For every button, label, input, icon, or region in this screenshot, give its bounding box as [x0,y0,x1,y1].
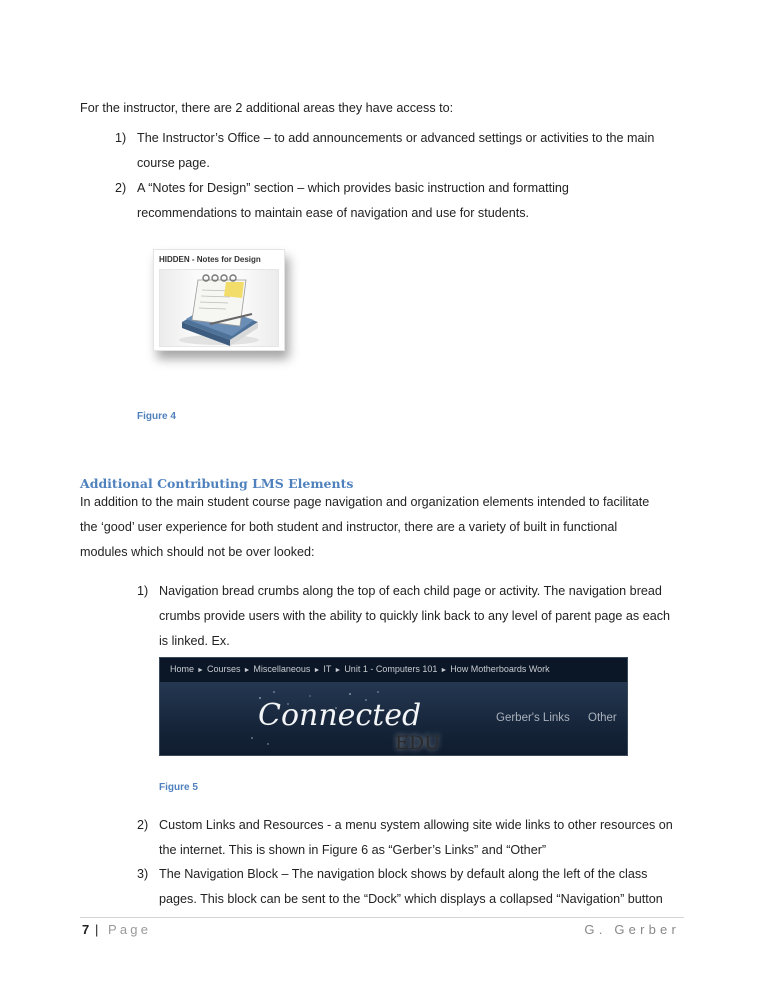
nav-link-gerbers-links[interactable]: Gerber's Links [496,712,570,724]
list-number: 2) [137,818,149,832]
paragraph-line: In addition to the main student course page navigation and organization elements intended to facilitate [80,495,650,509]
breadcrumb-item[interactable]: Home [170,664,195,674]
list-number: 1) [115,131,127,145]
figure-4-image [153,249,285,351]
nav-link-other[interactable]: Other [588,712,617,724]
breadcrumb-separator-icon: ► [334,667,342,674]
breadcrumb-item[interactable]: Courses [206,664,241,674]
page-number: 7 [82,922,90,937]
breadcrumb-item[interactable]: IT [323,664,332,674]
figure-5-screenshot [159,657,628,756]
footer-author: G. Gerber [584,922,680,937]
figure-5-caption: Figure 5 [159,782,198,793]
paragraph-line: modules which should not be over looked: [80,545,315,559]
breadcrumb-separator-icon: ► [197,667,204,674]
list-item-line: Custom Links and Resources - a menu system allowing site wide links to other resources on [159,818,673,832]
list-number: 3) [137,867,149,881]
list-number: 2) [115,181,127,195]
list-item-line: the internet. This is shown in Figure 6 as “Gerber’s Links” and “Other” [159,843,547,857]
list-item-line: Navigation bread crumbs along the top of each child page or activity. The navigation bread [159,584,662,598]
intro-text: For the instructor, there are 2 additional areas they have access to: [80,101,454,115]
breadcrumb-item[interactable]: Unit 1 - Computers 101 [344,664,438,674]
notepad-book-icon [159,269,279,347]
connected-edu-logo: Connected [258,698,422,733]
figure-4-caption: Figure 4 [137,411,176,422]
breadcrumb-item-current: How Motherboards Work [450,664,550,674]
breadcrumb-bar [160,658,627,682]
breadcrumb-separator-icon: ► [440,667,448,674]
breadcrumb-item[interactable]: Miscellaneous [253,664,311,674]
list-item-line: course page. [137,156,210,170]
list-item-line: The Navigation Block – The navigation block shows by default along the left of the class [159,867,648,881]
list-item-line: crumbs provide users with the ability to quickly link back to any level of parent page as each [159,609,671,623]
footer-separator: | [95,922,99,937]
list-number: 1) [137,584,149,598]
figure-4-title: HIDDEN - Notes for Design [159,255,261,264]
list-item-line: The Instructor’s Office – to add announcements or advanced settings or activities to the main [137,131,655,145]
logo-edu-suffix: EDU [395,732,441,754]
list-item-line: is linked. Ex. [159,634,230,648]
paragraph-line: the ‘good’ user experience for both student and instructor, there are a variety of built in functional [80,520,618,534]
footer-divider [80,917,684,918]
site-header [160,682,627,755]
list-item-line: pages. This block can be sent to the “Dock” which displays a collapsed “Navigation” button [159,892,663,906]
list-item-line: recommendations to maintain ease of navigation and use for students. [137,206,530,220]
breadcrumb [170,664,550,674]
page-label: Page [108,922,152,937]
list-item-line: A “Notes for Design” section – which provides basic instruction and formatting [137,181,569,195]
breadcrumb-separator-icon: ► [313,667,321,674]
breadcrumb-separator-icon: ► [243,667,251,674]
section-heading: Additional Contributing LMS Elements [80,476,354,491]
